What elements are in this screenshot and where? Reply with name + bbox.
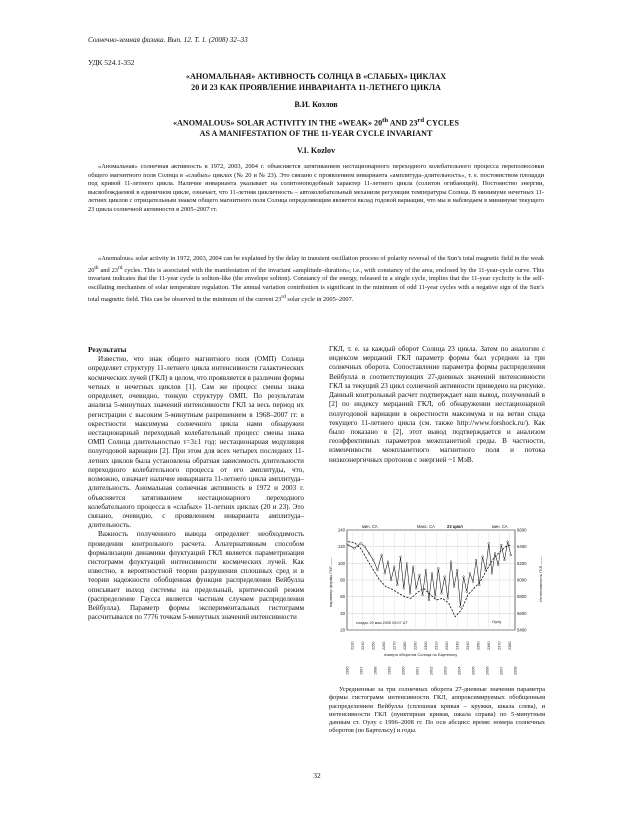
title-en-sup-rd: rd [417, 117, 425, 124]
shape-parameter-point [400, 556, 402, 558]
left-column [88, 345, 304, 623]
bartels-tick-label: 2340 [466, 641, 471, 650]
shape-parameter-point [463, 576, 465, 578]
shape-parameter-point [397, 584, 399, 586]
shape-parameter-point [393, 566, 395, 568]
bartels-tick-label: 2290 [413, 641, 418, 650]
shape-parameter-point [347, 544, 349, 546]
bartels-tick-label: 2260 [382, 641, 387, 650]
abstract-en-part3: cycles. This is associated with the manifestation of the invariant «amplitude–duration»; i.e., with constancy of the area, enclosed by the 11-year-cycle curve. This invariant indicates that the 11-year cycle is soliton-like (the envelope soliton). Constancy of the energy, released in a single cycle, implies that the 11-year cyclicity is the self-oscillating mechanism of solar temperature regulation. The annual variation contribution is significant in the minimum of odd 11-year cycles with a negative sign of the Sun’s total magnetic field. This can be observed in the minimum of the current 23 [88, 266, 544, 303]
bartels-axis-ticks [351, 642, 513, 650]
y-right-label: Интенсивность ГКЛ —— [538, 556, 543, 602]
left-tick-label: 140 [337, 527, 345, 533]
bartels-tick-label: 2370 [497, 641, 502, 650]
year-axis-ticks [345, 667, 517, 675]
year-tick-label: 2002 [429, 666, 434, 675]
left-tick-label: 40 [340, 610, 345, 616]
shape-parameter-point [412, 566, 414, 568]
shape-parameter-point [384, 572, 386, 574]
right-tick-label: 6600 [517, 527, 527, 533]
shape-parameter-point [507, 541, 509, 543]
shape-parameter-point [415, 587, 417, 589]
shape-parameter-point [364, 546, 366, 548]
title-en-line2: AS A MANIFESTATION OF THE 11-YEAR CYCLE INVARIANT [199, 129, 433, 139]
abstract-en-part1: «Anomalous» solar activity in 1972, 2003, 2004 can be explained by the delay in transient oscillation process of polarity reversal of the Sun’s total magnetic field in the weak 20 [88, 255, 544, 274]
shape-parameter-point [431, 572, 433, 574]
year-tick-label: 2004 [457, 666, 462, 675]
shape-parameter-point [377, 569, 379, 571]
shape-parameter-point [453, 586, 455, 588]
title-en-part-c: CYCLES [424, 118, 459, 128]
bartels-tick-label: 2330 [455, 641, 460, 650]
left-tick-label: 20 [340, 627, 345, 633]
bartels-tick-label: 2230 [350, 641, 355, 650]
right-paragraph-1: ГКЛ, т. е. за каждый оборот Солнца 23 цикла. Затем по аналогии с индексом мерцаний ГКЛ параметр формы был усреднен за три солнечных оборота. Сопоставление параметра формы распределения Вейбулла и соответствующих 27-дневных значений интенсивности ГКЛ за текущий 23 цикл солнечной активности приведено на рисунке. Данный контрольный расчет подтверждает наш вывод, полученный в [2] по индексу мерцаний ГКЛ, об обнаружении нестационарной полугодовой вариации в окрестности максимума и на ветви спада текущего 11-летнего цикла (см. также http://www.forshock.ru/). Как было показано в [2], этот вывод подтверждается и анализом геоэффективных параметров межпланетной среды. В частности, изменчивости межпланетного магнитного поля и потока низкоэнергичных протонов с энергией ~1 МэВ. [329, 345, 545, 464]
label-min-left: мин. СА [362, 524, 378, 529]
title-en [88, 116, 544, 140]
year-tick-label: 1996 [345, 666, 350, 675]
figure-chart [322, 522, 548, 677]
shape-parameter-point [510, 554, 512, 556]
left-tick-label: 60 [340, 594, 345, 600]
shape-parameter-point [469, 572, 471, 574]
shape-parameter-point [406, 562, 408, 564]
page-number: 32 [313, 771, 321, 780]
shape-parameter-point [437, 567, 439, 569]
shape-parameter-point [460, 606, 462, 608]
right-tick-label: 5800 [517, 594, 527, 600]
shape-parameter-point [475, 559, 477, 561]
right-tick-label: 6000 [517, 577, 527, 583]
year-tick-label: 2001 [415, 666, 420, 675]
station-label: Оулу [492, 619, 502, 624]
shape-parameter-point [428, 599, 430, 601]
right-axis-ticks [517, 528, 527, 633]
year-tick-label: 1997 [359, 666, 364, 675]
udk-code: УДК 524.1-352 [88, 58, 135, 67]
abstract-en [88, 255, 544, 304]
shape-parameter-point [491, 572, 493, 574]
right-tick-label: 6400 [517, 544, 527, 550]
shape-parameter-point [419, 574, 421, 576]
shape-parameter-point [434, 596, 436, 598]
shape-parameter-point [450, 561, 452, 563]
bartels-tick-label: 2310 [434, 641, 439, 650]
right-tick-label: 5400 [517, 627, 527, 633]
year-tick-label: 2000 [401, 666, 406, 675]
shape-parameter-point [482, 556, 484, 558]
shape-parameter-point [381, 554, 383, 556]
shape-parameter-point [447, 597, 449, 599]
shape-parameter-point [390, 579, 392, 581]
year-tick-label: 2003 [443, 666, 448, 675]
title-en-part-b: AND 23 [388, 118, 418, 128]
title-ru-line2: 20 И 23 КАК ПРОЯВЛЕНИЕ ИНВАРИАНТА 11-ЛЕТНЕГО ЦИКЛА [191, 82, 441, 92]
shape-parameter-point [372, 559, 374, 561]
year-tick-label: 2008 [513, 666, 518, 675]
journal-header: Солнечно-земная физика. Вып. 12. Т. 1. (2008) 32–33 [88, 36, 248, 44]
left-paragraph-1: Известно, что знак общего магнитного поля (ОМП) Солнца определяет структуру 11-летнего цикла интенсивности галактических космических лучей (ГКЛ) в целом, что проявляется в различии формы четных и нечетных циклов [1]. Сам же процесс смены знака определяет, очевидно, тонкую структуру ОМП. По результатам анализа 5-минутных значений интенсивности ГКЛ за весь период их регистрации с высоким 5-минутным разрешением в 1968–2007 гг. в окрестности максимума солнечного цикла нами обнаружен нестационарный переходный колебательный процесс смены знака ОМП Солнца длительностью τ=3±1 год: нестационарная модуляция полугодовой вариации [2]. При этом для всех четырех последних 11-летних циклов была установлена обратная зависимость длительности переходного колебательного процесса от его амплитуды, что, возможно, означает наличие инварианта 11-летнего цикла амплитуда–длительность. Аномальная солнечная активность в 1972 и 2003 г. объясняется затягиванием нестационарного переходного колебательного процесса в «слабых» 11-летних циклах (20 и 23). Это связано, очевидно, с проявлением инварианта амплитуда–длительность. [88, 355, 304, 530]
bartels-tick-label: 2320 [445, 641, 450, 650]
shape-parameter-point [422, 594, 424, 596]
bartels-tick-label: 2380 [508, 641, 513, 650]
bartels-tick-label: 2360 [487, 641, 492, 650]
shape-parameter-point [368, 552, 370, 554]
figure-caption: Усредненные за три солнечных оборота 27-дневные значения параметра формы гистограмм интенсивности ГКЛ, аппроксимируемых обобщенным распределением Вейбулла (сплошная кривая – кружки, шкала слева), и интенсивности ГКЛ (пунктирная кривая, шкала справа) по 5-минутным данным ст. Оулу с 1996–2008 гг. По оси абсцисс время: номера солнечных оборотов (по Бартельсу) и годы. [329, 686, 545, 735]
y-left-label: параметр формы ГКЛ —— [328, 557, 333, 607]
year-tick-label: 2005 [471, 666, 476, 675]
bartels-tick-label: 2250 [371, 641, 376, 650]
shape-parameter-point [466, 591, 468, 593]
abstract-en-sup1: th [94, 264, 99, 271]
abstract-en-part4: solar cycle in 2005–2007. [285, 295, 354, 303]
event-label: солдас 20 мая 2005 03:07 UT [356, 621, 408, 625]
abstract-en-part2: and 23 [98, 266, 119, 274]
shape-parameter-point [472, 581, 474, 583]
label-min-right: мин. СА [492, 524, 508, 529]
title-ru-line1: «АНОМАЛЬНАЯ» АКТИВНОСТЬ СОЛНЦА В «СЛАБЫХ» ЦИКЛАХ [185, 72, 447, 81]
label-max: Макс. СА [417, 524, 435, 529]
left-axis-ticks [338, 528, 346, 633]
right-tick-label: 5600 [517, 610, 527, 616]
shape-parameter-point [478, 584, 480, 586]
shape-parameter-point [444, 576, 446, 578]
shape-parameter-point [494, 552, 496, 554]
bartels-tick-label: 2240 [361, 641, 366, 650]
bartels-tick-label: 2350 [476, 641, 481, 650]
abstract-en-sup2: rd [118, 264, 123, 271]
year-tick-label: 2007 [499, 666, 504, 675]
shape-parameter-point [441, 592, 443, 594]
title-en-line1 [88, 116, 544, 129]
bartels-tick-label: 2280 [403, 641, 408, 650]
abstract-en-sup3: rd [281, 293, 286, 300]
bartels-tick-label: 2300 [424, 641, 429, 650]
left-tick-label: 120 [337, 544, 345, 550]
right-tick-label: 6200 [517, 560, 527, 566]
right-column [329, 345, 545, 465]
abstract-ru: «Аномальная» солнечная активность в 1972, 2003, 2004 г. объясняется затягиванием нестационарного переходного колебательного процесса переполюсовки общего магнитного поля Солнца в «слабых» циклах (№ 20 и № 23). Это связано с проявлением инварианта «амплитуда–длительность», т. е. постоянством площади под кривой 11-летнего цикла. Наличие инварианта указывает на солитоноподобный характер 11-летнего цикла (солитон огибающей). Постоянство энергии, высвобождаемой в единичном цикле, означает, что 11-летняя цикличность – автоколебательный механизм регуляции температуры Солнца. В минимуме нечетных 11-летних циклов с отрицательным знаком общего магнитного поля Солнца определяющим является вклад годовой вариации, что мы и наблюдаем в минимуме текущего 23 цикла солнечной активности в 2005–2007 гг. [88, 163, 544, 213]
left-tick-label: 100 [337, 560, 345, 566]
left-tick-label: 80 [340, 577, 345, 583]
year-tick-label: 1998 [373, 666, 378, 675]
shape-parameter-point [500, 544, 502, 546]
bartels-tick-label: 2270 [392, 641, 397, 650]
shape-parameter-point [409, 592, 411, 594]
shape-parameter-point [403, 587, 405, 589]
author-en: V.I. Kozlov [296, 146, 336, 155]
shape-parameter-point [488, 542, 490, 544]
title-en-part-a: «ANOMALOUS» SOLAR ACTIVITY IN THE «WEAK» 20 [173, 118, 383, 128]
shape-parameter-point [456, 569, 458, 571]
year-tick-label: 2006 [485, 666, 490, 675]
shape-parameter-point [387, 561, 389, 563]
shape-parameter-point [504, 559, 506, 561]
shape-parameter-point [353, 547, 355, 549]
title-en-sup-th: th [382, 117, 389, 124]
label-cycle: 23 цикл [447, 524, 463, 529]
year-tick-label: 1999 [387, 666, 392, 675]
section-heading: Результаты [88, 345, 127, 354]
shape-parameter-point [425, 569, 427, 571]
shape-parameter-point [360, 542, 362, 544]
left-paragraph-2: Важность полученного вывода определяет необходимость проведения контрольного расчета. Альтернативным способом формализации динамики флуктуаций ГКЛ является параметризация гистограмм флуктуаций интенсивности космических лучей. Как известно, в вероятностной теории разрушения сплошных сред и в теории надежности обобщенная функция распределения Вейбулла описывает выход системы на предельный, критический режим (распределение Гаусса является частным случаем распределения Вейбулла). Параметр формы экспериментальных гистограмм рассчитывался по 7776 точкам 5-минутных значений интенсивности [88, 530, 304, 622]
shape-parameter-point [497, 564, 499, 566]
author-ru: В.И. Козлов [294, 100, 338, 109]
title-ru [88, 72, 544, 93]
x-axis-title: номера оборотов Солнца по Бартельсу [384, 652, 458, 657]
